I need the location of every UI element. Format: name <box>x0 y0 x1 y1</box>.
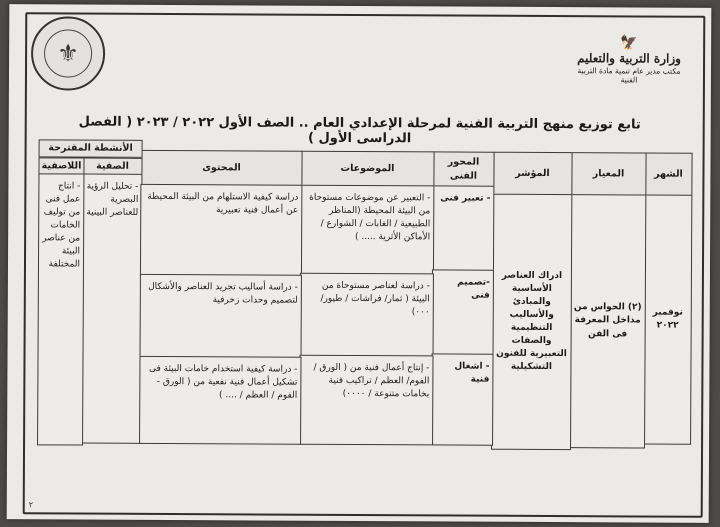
indicator-cell: ادراك العناصر الأساسية والمبادئ والأساليب التنظيمية والصفات التعبيرية للفنون التشكيلية <box>491 194 572 450</box>
page-number: ٢ <box>28 500 34 510</box>
document-sheet <box>7 4 712 523</box>
seal-emblem-icon: ⚜ <box>57 39 79 68</box>
col-header-extracurricular: اللاصفية <box>38 157 84 175</box>
col-header-topics: الموضوعات <box>300 151 434 188</box>
col-header-activities: الأنشطة المقترحة <box>39 139 143 158</box>
ministry-name: وزارة التربية والتعليم <box>577 51 681 66</box>
row-3-axis: - اشغال فنية <box>431 353 493 445</box>
col-header-axis: المحور الفنى <box>432 151 494 187</box>
col-header-month: الشهر <box>644 152 692 196</box>
row-2-axis: -تصميم فنى <box>432 269 494 355</box>
col-header-standard: المعيار <box>570 152 646 196</box>
standard-cell: (٢) الحواس من مداخل المعرفة فى الفن <box>569 194 646 448</box>
curriculum-table <box>7 4 712 523</box>
col-header-classroom: الصفية <box>82 158 142 176</box>
eagle-emblem-icon: 🦅 <box>620 35 638 52</box>
extracurricular-activity-cell: - انتاج عمل فنى من توليف الخامات من عناصر البيئة المختلفة <box>37 173 84 445</box>
classroom-activity-cell: - تحليل الرؤية البصرية للعناصر البينية <box>81 174 142 444</box>
row-2-content: - دراسة أساليب تجريد العناصر والأشكال لتصميم وحدات زخرفية <box>140 274 302 359</box>
row-1-topic: - التعبير عن موضوعات مستوحاة من البيئة المحيطة (المناظر الطبيعية / الغابات / الشوارع / الأماكن الأثرية ..... ) <box>300 185 434 276</box>
document-title: تابع توزيع منهج التربية الفنية لمرحلة الإعدادي العام .. الصف الأول ٢٠٢٢ / ٢٠٢٣ ( الفصل الدراسى الأول ) <box>78 114 641 147</box>
row-1-content: دراسة كيفية الاستلهام من البيئة المحيطة عن أعمال فنية تعبيرية <box>140 184 302 277</box>
row-3-topic: - إنتاج أعمال فنية من ( الورق / الفوم/ العظم / تراكيب فنية بخامات متنوعة / ٠٠٠٠) <box>299 355 433 446</box>
row-2-topic: - دراسة لعناصر مستوحاة من البيئة ( ثمار/ فراشات / طيور/ ٠٠٠) <box>300 273 434 358</box>
month-cell: نوفمبر ٢٠٢٢ <box>643 194 692 444</box>
row-1-axis: - تعبير فنى <box>432 185 494 271</box>
col-header-indicator: المؤشر <box>492 152 572 196</box>
col-header-content: المحتوى <box>140 150 302 187</box>
row-3-content: - دراسة كيفية استخدام خامات البيئة فى تشكيل أعمال فنية نفعية من ( الورق - الفوم / العظم / .... ) <box>139 356 301 445</box>
office-line: مكتب مدير عام تنمية مادة التربية الفنية <box>577 66 681 85</box>
